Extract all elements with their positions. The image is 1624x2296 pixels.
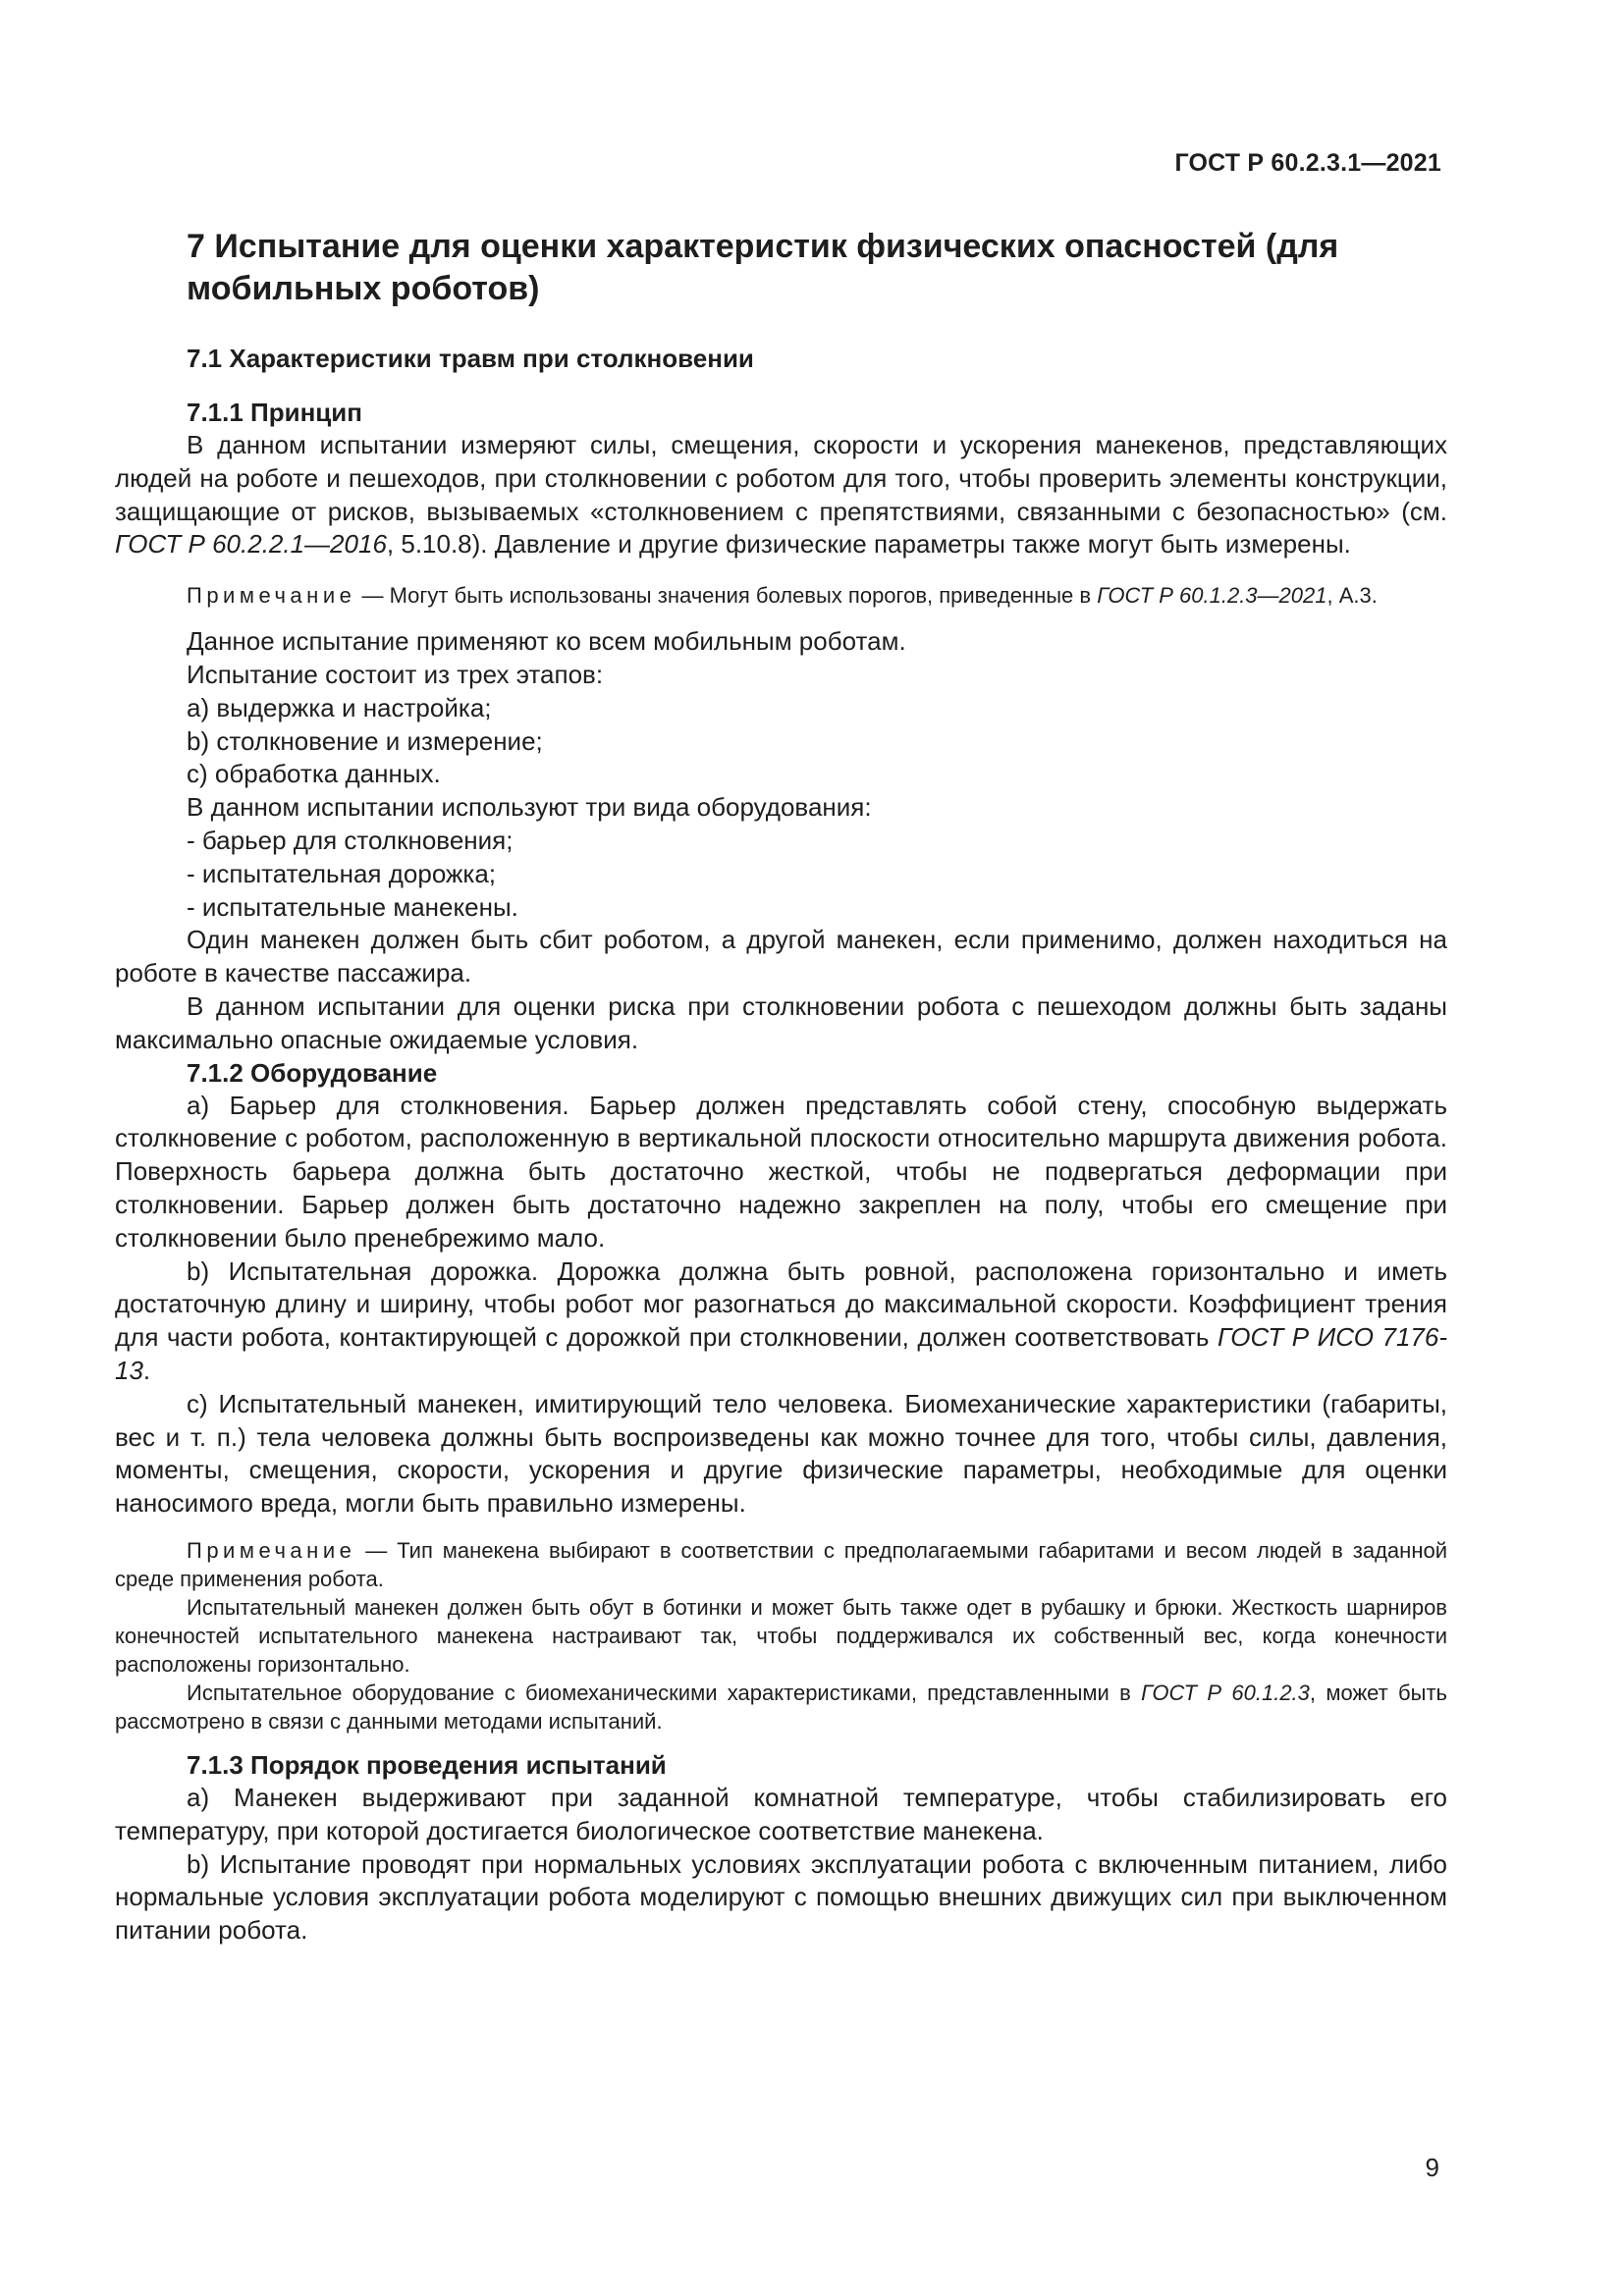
note-text-b: , может быть рассмотрено в связи с данными методами испытаний. bbox=[115, 1680, 1447, 1734]
track-reference: ГОСТ Р ИСО 7176-13 bbox=[115, 1322, 1447, 1385]
equipment-note bbox=[115, 1679, 1447, 1735]
standard-reference-link: ГОСТ Р 60.2.2.1—2016 bbox=[115, 529, 387, 560]
procedure-paragraph-a: а) Манекен выдерживают при заданной комнатной температуре, чтобы стабилизировать его температуру, при которой достигается биологическое соответствие манекена. bbox=[115, 1782, 1447, 1845]
note-text: — Тип манекена выбирают в соответствии с предполагаемыми габаритами и весом людей в заданной среде применения робота. bbox=[115, 1537, 1447, 1591]
note-label: Примечание bbox=[187, 1537, 356, 1563]
track-text-end: . bbox=[142, 1355, 151, 1385]
note-paragraph bbox=[115, 581, 1447, 610]
procedure-paragraph-b: b) Испытание проводят при нормальных условиях эксплуатации робота с включенным питанием, либо нормальные условия эксплуатации робота моделируют с помощью внешних движущих сил при выключенном питании робота. bbox=[115, 1848, 1447, 1946]
equipment-item: - испытательные манекены. bbox=[187, 891, 518, 922]
stage-item: a) выдержка и настройка; bbox=[187, 692, 492, 722]
dummy-paragraph: Один манекен должен быть сбит роботом, а другой манекен, если применимо, должен находиться на роботе в качестве пассажира. bbox=[115, 925, 1447, 988]
stages-intro: Испытание состоит из трех этапов: bbox=[187, 659, 604, 689]
stage-item: b) столкновение и измерение; bbox=[187, 725, 543, 756]
stage-item: c) обработка данных. bbox=[187, 759, 441, 789]
dummy-description-paragraph: c) Испытательный манекен, имитирующий тело человека. Биомеханические характеристики (габариты, вес и т. п.) тела человека должны быть воспроизведены как можно точнее для того, чтобы силы, давления, моменты, смещения, скорости, ускорения и другие физические параметры, необходимые для оценки наносимого вреда, могли быть правильно измерены. bbox=[115, 1388, 1447, 1519]
barrier-paragraph: а) Барьер для столкновения. Барьер должен представлять собой стену, способную выдержать столкновение с роботом, расположенную в вертикальной плоскости относительно маршрута движения робота. Поверхность барьера должна быть достаточно жесткой, чтобы не подвергаться деформации при столкновении. Барьер должен быть достаточно надежно закреплен на полу, чтобы его смещение при столкновении было пренебрежимо мало. bbox=[115, 1090, 1447, 1253]
conditions-paragraph: В данном испытании для оценки риска при столкновении робота с пешеходом должны быть заданы максимально опасные ожидаемые условия. bbox=[115, 990, 1447, 1054]
track-text: b) Испытательная дорожка. Дорожка должна быть ровной, расположена горизонтально и иметь достаточную длину и ширину, чтобы робот мог разогнаться до максимальной скорости. Коэффициент трения для части робота, контактирующей с дорожкой при столкновении, должен соответствовать bbox=[115, 1255, 1447, 1353]
note-label: Примечание bbox=[187, 583, 356, 609]
note-text-b: , А.3. bbox=[1326, 583, 1378, 609]
equipment-item: - барьер для столкновения; bbox=[187, 825, 514, 855]
subsection-title-7-1-1: 7.1.1 Принцип bbox=[187, 398, 362, 427]
equipment-intro: В данном испытании используют три вида оборудования: bbox=[187, 792, 872, 823]
equipment-note bbox=[115, 1536, 1447, 1593]
document-id-header: ГОСТ Р 60.2.3.1—2021 bbox=[1174, 149, 1441, 177]
note-text-a: — Могут быть использованы значения болевых порогов, приведенные в bbox=[355, 583, 1098, 609]
page-number: 9 bbox=[1425, 2153, 1439, 2182]
subsection-title-7-1: 7.1 Характеристики травм при столкновении bbox=[187, 344, 754, 373]
principle-text-a: В данном испытании измеряют силы, смещения, скорости и ускорения манекенов, представляющих людей на роботе и пешеходов, при столкновении с роботом для того, чтобы проверить элементы конструкции, защищающие от рисков, вызываемых «столкновением с препятствиями, связанными с безопасностью» (см. bbox=[115, 430, 1447, 526]
track-paragraph bbox=[115, 1255, 1447, 1388]
equipment-item: - испытательная дорожка; bbox=[187, 858, 497, 888]
section-title: 7 Испытание для оценки характеристик физических опасностей (для мобильных роботов) bbox=[187, 228, 1339, 307]
principle-text-b: , 5.10.8). Давление и другие физические параметры также могут быть измерены. bbox=[386, 529, 1351, 560]
subsection-title-7-1-2: 7.1.2 Оборудование bbox=[187, 1057, 438, 1088]
note-text-a: Испытательное оборудование с биомеханическими характеристиками, представленными в bbox=[187, 1680, 1142, 1705]
applicability-paragraph: Данное испытание применяют ко всем мобильным роботам. bbox=[187, 626, 906, 657]
note-reference: ГОСТ Р 60.1.2.3 bbox=[1141, 1680, 1310, 1705]
principle-paragraph bbox=[115, 429, 1447, 561]
note-reference: ГОСТ Р 60.1.2.3—2021 bbox=[1097, 583, 1327, 609]
equipment-note: Испытательный манекен должен быть обут в ботинки и может быть также одет в рубашку и брюки. Жесткость шарниров конечностей испытательного манекена настраивают так, чтобы поддерживался их собственный вес, когда конечности расположены горизонтально. bbox=[115, 1594, 1447, 1677]
subsection-title-7-1-3: 7.1.3 Порядок проведения испытаний bbox=[187, 1749, 667, 1780]
